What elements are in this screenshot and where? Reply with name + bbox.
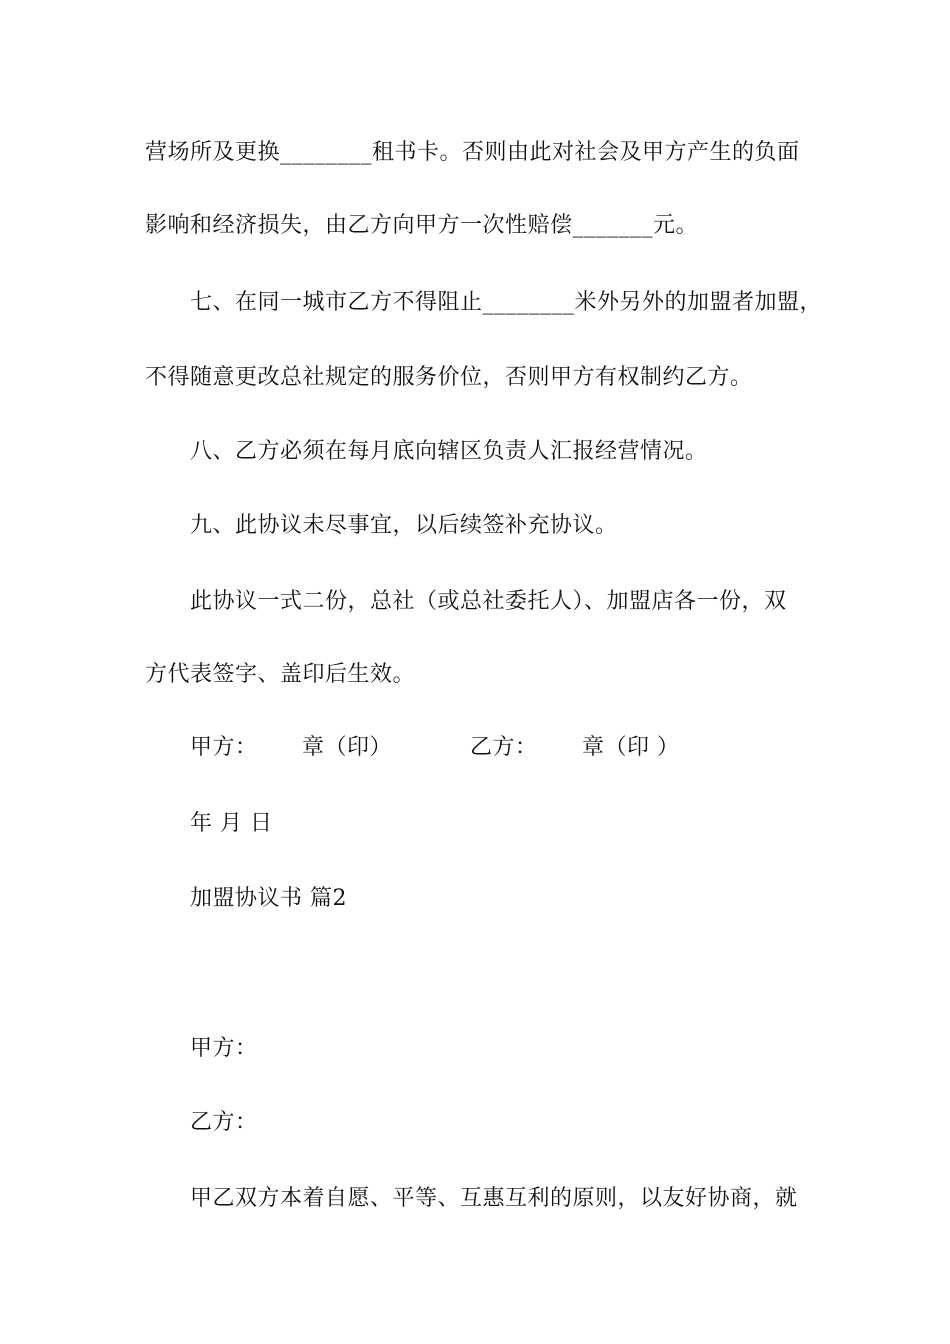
paragraph-line: 方代表签字、盖印后生效。 <box>145 662 416 687</box>
copies-line: 此协议一式二份，总社（或总社委托人）、加盟店各一份，双 <box>190 589 787 614</box>
clause-seven-line: 七、在同一城市乙方不得阻止________米外另外的加盟者加盟， <box>190 290 823 315</box>
party-b-line: 乙方： <box>190 1110 258 1135</box>
section-title: 加盟协议书 篇2 <box>190 886 347 911</box>
party-b-seal: 章（印 ） <box>582 735 680 760</box>
signature-row <box>190 733 680 763</box>
clause-nine-line: 九、此协议未尽事宜，以后续签补充协议。 <box>190 513 618 538</box>
party-a-line: 甲方： <box>190 1036 258 1061</box>
clause-eight-line: 八、乙方必须在每月底向辖区负责人汇报经营情况。 <box>190 439 708 464</box>
party-b-signature-label: 乙方： <box>470 735 538 760</box>
date-line: 年 月 日 <box>190 811 273 836</box>
party-a-seal: 章（印） <box>302 735 393 760</box>
paragraph-line: 影响和经济损失，由乙方向甲方一次性赔偿_______元。 <box>145 213 699 238</box>
paragraph-line: 营场所及更换________租书卡。否则由此对社会及甲方产生的负面 <box>145 140 800 165</box>
intro-paragraph-line: 甲乙双方本着自愿、平等、互惠互利的原则，以友好协商，就 <box>190 1186 798 1211</box>
party-a-signature-label: 甲方： <box>190 735 258 760</box>
paragraph-line: 不得随意更改总社规定的服务价位，否则甲方有权制约乙方。 <box>145 365 753 390</box>
